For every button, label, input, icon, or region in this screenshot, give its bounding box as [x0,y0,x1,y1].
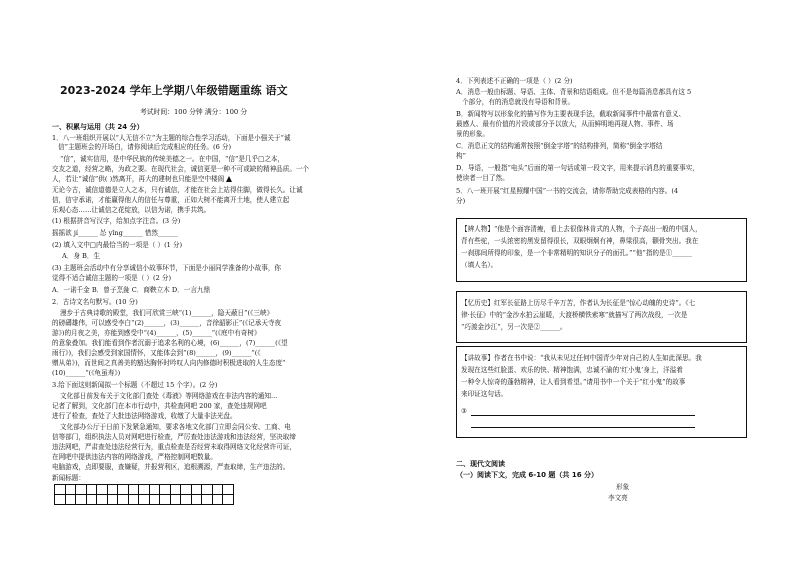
passage-line-6: 乐观心态……让诚信之花绽放，以信为诺，携手共筑。 [52,206,211,214]
box3-line-3: 一种令人惊奇的蓬勃精神，让人看到希望。”请用书中一个关于“红小鬼”的故事 [461,378,686,386]
q5-line-1: 5．八一班开展“红星照耀中国”一书的交流会，请你帮助完成表格的内容。(4 [456,187,679,195]
box1-line-3: 一刹那间所得的印象，是一个非常精明的知识分子的面孔。”“他”指的是①______ [461,249,692,257]
q4-option-b-line-3: 景的形象。 [456,130,489,138]
q2-heading: 2．古诗文名句默写。(10 分) [52,298,138,306]
q1-sub-2-options: A．身 B．生 [62,252,101,260]
poem-title: 形象 [616,483,630,491]
box1-line-1: 【辨人物】“他是个面容清瘦，看上去很像林肯式的人物，个子高出一般的中国人， [461,225,702,233]
q2-line-3: 游》)的月夜之美，亦能到感受中“(4)______，(5)______”(《庭中有奇树》 [52,329,261,337]
answer-line-1[interactable] [471,415,695,416]
box1-line-2: 背有些驼，一头浓密的黑发留得很长，双眼炯炯有神，鼻梁很高，颧骨突出。我在 [461,237,699,245]
news-line-4: 文化部办公厅于日前下发紧急通知，要求各地文化部门立即会同公安、工商、电 [60,423,291,431]
box3-line-4: 来印证这句话。 [461,390,508,398]
news-line-1: 文化部日前发布关于文化部门查处《毒液》等网络游戏在非法内容的通知... [60,392,278,400]
q4-heading: 4．下列表述不正确的一项是（ ）(2 分) [456,77,573,85]
answer-line-2[interactable] [471,427,695,428]
box3-answer-marker: ③ [461,407,467,415]
news-line-6: 违法网吧，严肃查处违法经营行为，重点检查是否经营未取得网络文化经营许可证， [52,443,296,451]
headline-label: 新闻标题： [52,474,85,482]
box2-line-3: “巧渡金沙江”，另一次是②______。 [461,323,567,331]
q4-option-a-line-1: A．消息一般由标题、导语、主体、背景和结语组成。但不是每篇消息都具有这 5 [456,88,692,96]
q4-option-b-line-2: 最感人、最有价值的片段或部分予以放大，从而鲜明地再现人物、事件、场 [456,120,674,128]
q4-option-a-line-2: 个部分，有的消息就没有导语和背景。 [462,98,575,106]
q2-line-2: 的磅礴雄伟，可以感受李白“(2)______，(3)______，音徐韶影正”(《记承天寺夜 [52,319,282,327]
q2-line-4: 的意象叠加。我们能看到作者沉溺于追求名利的心境，(6)______，(7)______(《望 [52,339,288,347]
q1-sub-1: (1) 根据拼音写汉字，给加点字注音。(3 分) [52,217,181,225]
q5-line-2: 分) [456,197,466,205]
triangle-mark [226,176,232,182]
q2-line-6: 赠从弟》)，而世间之真善美的豁达胸怀时吟叹人向内修德时积极进取的人生态度“ [52,359,286,367]
exam-meta: 考试时间：100 分钟 满分：100 分 [140,108,248,116]
q4-option-d-line-2: 使读者一目了然。 [456,174,509,182]
q4-option-c-line-2: 构” [456,152,466,160]
poem-author: 李文亮 [608,494,628,502]
news-line-3: 进行了检查，查处了大批违法网络游戏，收缴了大量非法光盘。 [52,412,237,420]
headline-answer-grid[interactable] [54,484,234,505]
q1-intro-line-2: 信”主题班会的开场白，请你阅读后完成相应的任务。(6 分) [58,143,232,151]
box-identify-person [456,218,747,282]
box3-line-1: 【讲故事】作者在书中说：“我从未见过任何中国青少年对自己的人生如此深思。我 [461,354,702,362]
q1-intro-line-1: 1．八一班组织开展以“人无信不立”为主题的综合性学习活动，下面是小强关于“诚 [52,134,291,142]
reading-subheading: （一）阅读下文，完成 6-10 题（共 16 分） [456,471,599,479]
box-tell-story [456,346,747,438]
box3-line-2: 发现在这些红脸蛋、欢乐的快、精神饱满，忠诚不渝的‘红小鬼’身上，洋溢着 [461,366,683,374]
box2-line-2: 律·长征》中的“金沙水拍云崖暖，大渡桥横铁索寒”就描写了两次战役，一次是 [461,311,688,319]
news-line-7: 在网吧中提供违法内容的网络游戏，严格控制网吧数量。 [52,453,217,461]
q2-line-1: 漫步于古典诗歌的殿堂，我们可欣赏三峡“(1)______，隐天蔽日”(《三峡》 [60,309,274,317]
box-recall-history [456,291,747,343]
q2-line-5: 雨行》)，我们会感受到家国情怀，又能体会到“(8)______，(9)______”(《 [52,349,261,357]
passage-line-1: “信”，诚实信用，是中华民族的传统美德之一。在中国，“信”是几乎□之本， [60,155,285,163]
section-1-heading: 一、积累与运用（共 24 分） [52,123,144,131]
box2-line-1: 【忆历史】红军长征路上历尽千辛万苦，作者认为长征是“惊心动魄的史诗”。《七 [461,299,696,307]
q2-line-7: (10)______”(《龟虽寿》) [52,369,121,377]
q1-sub-3-options: A．一诺千金 B．曾子烹彘 C．商鞅立木 D．一言九鼎 [52,286,211,294]
news-line-5: 信等部门，组织执法人员对网吧进行检查，严厉查处违法游戏和违法经营，坚决取缔 [52,433,296,441]
news-line-8: 电脑游戏，点即要服，查嫌疑，并报营利区，追根溯源，严查取缔，生产违法的。 [52,463,290,471]
q1-sub-3-line-2: 觉得不适合诚信主题的一项是（ ）(2 分) [52,274,172,282]
q4-option-b-line-1: B．新闻特写以形象化的描写作为主要表现手法，截取新闻事件中最富有意义、 [456,110,686,118]
section-2-heading: 二、现代文阅读 [456,460,505,468]
q1-sub-3-line-1: (3) 主题班会活动中有分享诚信小故事环节，下面是小丽同学准备的小故事，你 [52,264,282,272]
page-title: 2023-2024 学年上学期八年级错题重练 语文 [60,84,288,97]
q4-option-d-line-1: D．导语，一般指“电头”后面的第一句话或第一段文字，用来提示消息的重要事实， [456,164,699,172]
q4-option-c-line-1: C．消息正文的结构通常按照“倒金字塔”的结构排列，简称“倒金字塔结 [456,142,663,150]
news-line-2: 记者了解到，文化部门在本市行动中，共检查网吧 200 家，查处违规网吧 [52,402,267,410]
q3-heading: 3.给下面这则新闻拟一个标题（不超过 15 个字）。(2 分) [52,381,218,389]
passage-line-5: 信，信守承诺，才能赢得他人的信任与尊重，正如大树不能离开土地，使人建立起 [52,196,290,204]
passage-line-4: 无论今古，诚信道德是立人之本，只有诚信，才能在社会上站得住脚，做得长久。让诚 [52,186,303,194]
passage-line-3: 人，若让“诚信”供( )然离开，再大的建树也只能是空中楼阁 [52,175,232,184]
q1-sub-1-items: 摇摇欲 jí______ 怂 yǐng______ 惜然______ [52,229,178,237]
box1-line-4: （填人名）。 [461,261,498,269]
passage-line-2: 交友之道，经营之略，为政之要。在现代社会，诚信更是一种不可或缺的精神品质。一个 [52,165,310,173]
q1-sub-2: (2) 填入文中□内最恰当的一项是（ ）(1 分) [52,241,183,249]
